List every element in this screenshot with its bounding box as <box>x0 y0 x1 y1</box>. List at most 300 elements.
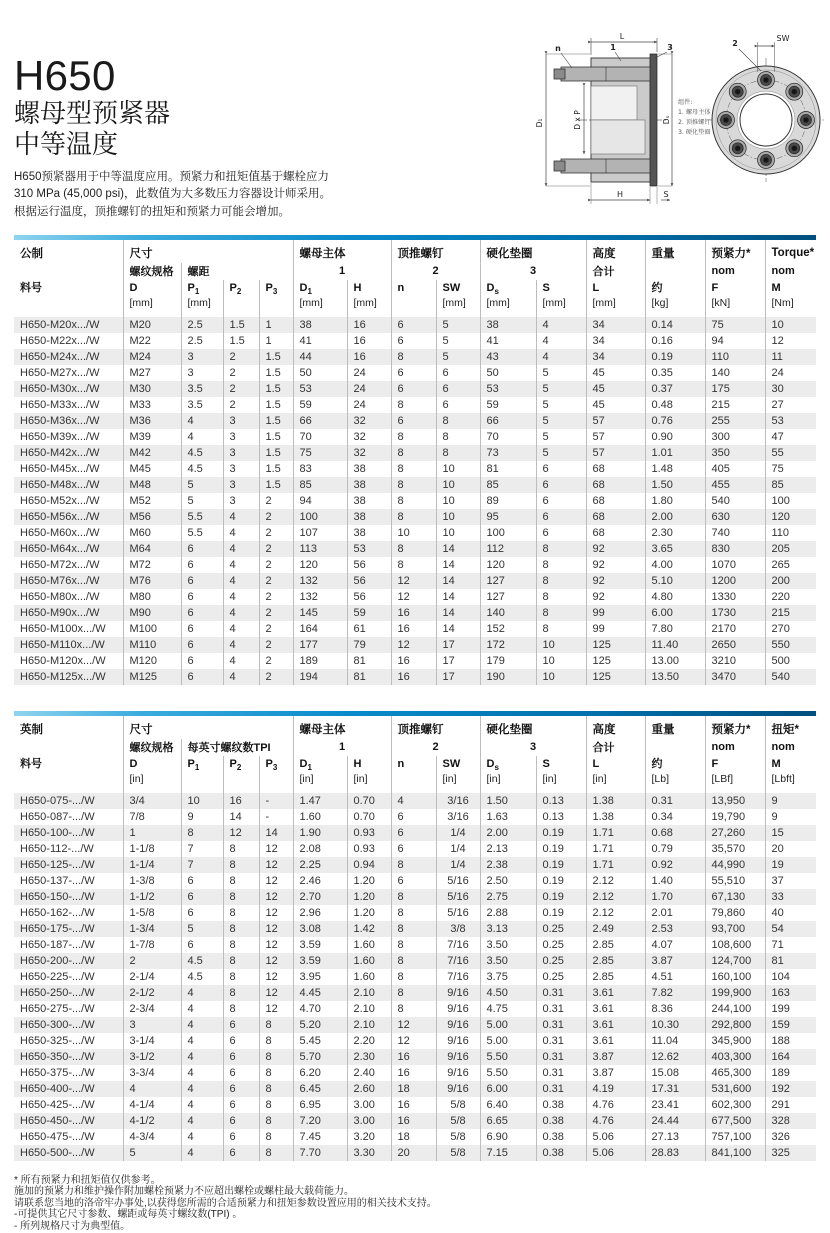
footnote-line: * 所有预紧力和扭矩值仅供参考。 <box>14 1174 161 1186</box>
table-cell: 6.20 <box>293 1065 347 1081</box>
dim-label-Ds: Dₛ <box>662 115 671 125</box>
table-cell: 6 <box>181 605 223 621</box>
table-cell: M80 <box>123 589 181 605</box>
table-cell: 8 <box>391 953 436 969</box>
table-cell: 4 <box>223 605 259 621</box>
table-cell: 1 <box>259 317 293 333</box>
table-cell: 4.51 <box>645 969 705 985</box>
table-cell: 12 <box>259 889 293 905</box>
table-cell: 79,860 <box>705 905 765 921</box>
table-cell: 9 <box>765 793 816 809</box>
table-cell: M39 <box>123 429 181 445</box>
table-cell: 14 <box>436 557 480 573</box>
table-cell: 205 <box>765 541 816 557</box>
column-header: M [Lbft] <box>765 756 816 793</box>
table-row <box>14 953 816 969</box>
table-cell: H650-M80x.../W <box>20 590 100 603</box>
metric-table-body <box>14 317 816 685</box>
column-header: $P_1$ [mm] <box>181 280 223 317</box>
table-cell: 159 <box>765 1017 816 1033</box>
table-cell: 0.93 <box>347 825 391 841</box>
table-cell: 1.5 <box>259 349 293 365</box>
table-cell: 8 <box>223 1001 259 1017</box>
callout-2: 2 <box>732 39 738 48</box>
table-cell: 0.90 <box>645 429 705 445</box>
table-cell: 0.14 <box>645 317 705 333</box>
table-cell: 33 <box>765 889 816 905</box>
table-cell: 120 <box>480 557 536 573</box>
table-cell: 6 <box>223 1065 259 1081</box>
table-cell: 8 <box>223 873 259 889</box>
table-cell: 3.75 <box>480 969 536 985</box>
table-cell: M76 <box>123 573 181 589</box>
table-cell: 2 <box>259 509 293 525</box>
svg-text:1. 螺母主体: 1. 螺母主体 <box>678 109 711 116</box>
torque-nom-label: nom <box>765 263 816 280</box>
component-number-3: 3 <box>480 263 586 280</box>
table-cell: 300 <box>705 429 765 445</box>
table-cell: 5.45 <box>293 1033 347 1049</box>
table-cell: 2.50 <box>480 873 536 889</box>
table-row <box>14 793 816 809</box>
col-group-weight: 重量 <box>645 240 705 263</box>
table-row <box>14 557 816 573</box>
table-cell: 6 <box>391 365 436 381</box>
table-cell: 75 <box>293 445 347 461</box>
table-cell: 189 <box>765 1065 816 1081</box>
svg-text:2. 顶推螺钉: 2. 顶推螺钉 <box>678 119 711 126</box>
table-cell: 0.76 <box>645 413 705 429</box>
table-cell: 0.38 <box>536 1113 586 1129</box>
imperial-section <box>14 711 816 1161</box>
table-cell: 2 <box>223 381 259 397</box>
table-cell: 1.60 <box>347 953 391 969</box>
table-cell: 2-1/4 <box>123 969 181 985</box>
col-group-nut-body: 螺母主体 <box>293 240 391 263</box>
table-cell: 152 <box>480 621 536 637</box>
table-cell: 61 <box>347 621 391 637</box>
table-cell: 2 <box>259 541 293 557</box>
table-cell: H650-137-.../W <box>20 874 95 887</box>
table-row <box>14 905 816 921</box>
table-cell: 6 <box>181 621 223 637</box>
table-cell: 12 <box>391 573 436 589</box>
column-header: n <box>391 756 436 793</box>
table-cell: 540 <box>765 669 816 685</box>
table-cell: 1330 <box>705 589 765 605</box>
table-cell: H650-M42x.../W <box>20 446 100 459</box>
table-cell: 4 <box>181 1129 223 1145</box>
group-header-row <box>14 716 816 739</box>
table-row <box>14 461 816 477</box>
table-cell: 6 <box>536 477 586 493</box>
table-cell: 13,950 <box>705 793 765 809</box>
drawing-svg <box>534 28 826 220</box>
table-cell: 4 <box>181 1113 223 1129</box>
table-cell: 3 <box>223 429 259 445</box>
table-cell: H650-M52x.../W <box>20 494 100 507</box>
table-cell: 291 <box>765 1097 816 1113</box>
table-cell: 94 <box>705 333 765 349</box>
table-cell: 3.61 <box>586 985 645 1001</box>
table-cell: 8 <box>223 841 259 857</box>
table-row <box>14 605 816 621</box>
table-cell: 5.00 <box>480 1017 536 1033</box>
table-cell: 7/16 <box>436 937 480 953</box>
table-cell: 1.50 <box>480 793 536 809</box>
table-cell: 2 <box>223 349 259 365</box>
table-cell: 6 <box>181 573 223 589</box>
table-cell: 0.38 <box>536 1097 586 1113</box>
table-cell: 2.12 <box>586 873 645 889</box>
spacer-cell <box>645 739 705 756</box>
spacer-cell <box>14 263 123 280</box>
table-cell: 15.08 <box>645 1065 705 1081</box>
column-header: D [in] <box>123 756 181 793</box>
table-cell: 2 <box>259 493 293 509</box>
table-cell: 55 <box>765 445 816 461</box>
table-cell: 8 <box>391 937 436 953</box>
component-legend <box>678 98 711 136</box>
table-cell: 16 <box>391 1049 436 1065</box>
table-cell: 6 <box>536 493 586 509</box>
table-cell: 4 <box>181 1145 223 1161</box>
preload-nom-label: nom <box>705 739 765 756</box>
table-cell: 0.19 <box>536 825 586 841</box>
table-cell: 2.30 <box>347 1049 391 1065</box>
table-cell: 16 <box>347 333 391 349</box>
table-cell: 3.61 <box>586 1017 645 1033</box>
table-cell: 92 <box>586 557 645 573</box>
table-cell: 11.04 <box>645 1033 705 1049</box>
table-cell: 8 <box>391 349 436 365</box>
table-cell: 94 <box>293 493 347 509</box>
table-cell: 255 <box>705 413 765 429</box>
table-cell: 164 <box>293 621 347 637</box>
table-row <box>14 825 816 841</box>
component-number-3: 3 <box>480 739 586 756</box>
table-cell: 12 <box>259 873 293 889</box>
washer-part <box>650 54 657 186</box>
table-cell: 140 <box>480 605 536 621</box>
table-row <box>14 921 816 937</box>
table-cell: 93,700 <box>705 921 765 937</box>
column-header: $P_2$ <box>223 756 259 793</box>
table-cell: M36 <box>123 413 181 429</box>
table-cell: 2 <box>223 397 259 413</box>
table-cell: 8 <box>436 429 480 445</box>
table-cell: 14 <box>259 825 293 841</box>
table-cell: 2.49 <box>586 921 645 937</box>
table-cell: H650-162-.../W <box>20 906 95 919</box>
table-cell: 1-3/8 <box>123 873 181 889</box>
table-cell: 3.87 <box>586 1049 645 1065</box>
table-cell: 3 <box>223 477 259 493</box>
table-cell: 1.71 <box>586 857 645 873</box>
table-cell: 66 <box>293 413 347 429</box>
table-cell: 6 <box>391 809 436 825</box>
table-cell: 4 <box>181 1081 223 1097</box>
table-cell: 16 <box>347 349 391 365</box>
col-subgroup-pitch: 螺距 <box>181 263 293 280</box>
table-cell: 17.31 <box>645 1081 705 1097</box>
table-cell: 194 <box>293 669 347 685</box>
table-row <box>14 985 816 1001</box>
table-cell: H650-M100x.../W <box>20 622 106 635</box>
table-cell: 14 <box>436 541 480 557</box>
table-cell: 8 <box>391 397 436 413</box>
table-cell: 140 <box>705 365 765 381</box>
table-cell: 57 <box>586 429 645 445</box>
table-cell: 4 <box>223 669 259 685</box>
table-row <box>14 381 816 397</box>
table-cell: 10.30 <box>645 1017 705 1033</box>
table-cell: 4.19 <box>586 1081 645 1097</box>
table-cell: 73 <box>480 445 536 461</box>
table-cell: 28.83 <box>645 1145 705 1161</box>
column-header: $D_s$ [mm] <box>480 280 536 317</box>
table-cell: 16 <box>391 605 436 621</box>
table-cell: 44 <box>293 349 347 365</box>
table-cell: 4.5 <box>181 969 223 985</box>
table-cell: 4 <box>223 621 259 637</box>
table-cell: 4.00 <box>645 557 705 573</box>
table-cell: H650-M56x.../W <box>20 510 100 523</box>
table-cell: 403,300 <box>705 1049 765 1065</box>
column-header: S [in] <box>536 756 586 793</box>
table-cell: 244,100 <box>705 1001 765 1017</box>
table-cell: 7.80 <box>645 621 705 637</box>
table-cell: 1.60 <box>293 809 347 825</box>
table-cell: 32 <box>347 413 391 429</box>
table-cell: 68 <box>586 509 645 525</box>
table-cell: 12 <box>391 1033 436 1049</box>
col-group-height: 高度 <box>586 240 645 263</box>
table-cell: 1-1/8 <box>123 841 181 857</box>
table-cell: H650-375-.../W <box>20 1066 95 1079</box>
table-cell: 14 <box>436 573 480 589</box>
table-cell: 199 <box>765 1001 816 1017</box>
table-cell: 1.70 <box>645 889 705 905</box>
table-cell: 4 <box>223 653 259 669</box>
table-cell: 405 <box>705 461 765 477</box>
table-cell: 602,300 <box>705 1097 765 1113</box>
table-cell: 199,900 <box>705 985 765 1001</box>
table-cell: 113 <box>293 541 347 557</box>
table-cell: 132 <box>293 573 347 589</box>
table-cell: 7 <box>181 841 223 857</box>
svg-text:3. 硬化垫圈: 3. 硬化垫圈 <box>678 129 711 136</box>
table-cell: 160,100 <box>705 969 765 985</box>
table-row <box>14 365 816 381</box>
table-cell: 0.92 <box>645 857 705 873</box>
table-cell: 0.25 <box>536 969 586 985</box>
table-cell: 0.48 <box>645 397 705 413</box>
table-row <box>14 493 816 509</box>
table-cell: 12 <box>391 589 436 605</box>
table-cell: M22 <box>123 333 181 349</box>
table-cell: 8 <box>259 1097 293 1113</box>
callout-1: 1 <box>610 43 616 52</box>
table-cell: 6 <box>181 905 223 921</box>
table-cell: 175 <box>705 381 765 397</box>
table-cell: 6 <box>391 381 436 397</box>
column-header: F [kN] <box>705 280 765 317</box>
table-cell: 4 <box>123 1081 181 1097</box>
table-cell: 6 <box>181 557 223 573</box>
table-cell: 41 <box>480 333 536 349</box>
imperial-table-body <box>14 793 816 1161</box>
table-cell: 4.76 <box>586 1113 645 1129</box>
table-cell: 4-1/2 <box>123 1113 181 1129</box>
table-row <box>14 653 816 669</box>
table-cell: 24 <box>347 397 391 413</box>
table-cell: 7.82 <box>645 985 705 1001</box>
table-cell: 145 <box>293 605 347 621</box>
table-cell: 163 <box>765 985 816 1001</box>
table-cell: 5.10 <box>645 573 705 589</box>
table-cell: 6 <box>536 509 586 525</box>
table-cell: 9/16 <box>436 985 480 1001</box>
table-cell: 16 <box>391 653 436 669</box>
table-cell: H650-M20x.../W <box>20 318 100 331</box>
table-cell: 0.34 <box>645 809 705 825</box>
table-cell: M27 <box>123 365 181 381</box>
table-cell: 3.13 <box>480 921 536 937</box>
table-cell: 2.30 <box>645 525 705 541</box>
table-cell: 4 <box>536 317 586 333</box>
table-cell: 1.38 <box>586 809 645 825</box>
table-cell: 45 <box>586 381 645 397</box>
table-cell: 6.90 <box>480 1129 536 1145</box>
table-cell: H650-175-.../W <box>20 922 95 935</box>
table-cell: 1.20 <box>347 889 391 905</box>
col-subgroup-thread: 螺纹规格 <box>123 263 181 280</box>
table-cell: 4.5 <box>181 461 223 477</box>
table-cell: 8 <box>391 969 436 985</box>
component-number-1: 1 <box>293 739 391 756</box>
table-cell: 16 <box>391 1065 436 1081</box>
table-cell: 8 <box>536 589 586 605</box>
subgroup-header-row <box>14 739 816 756</box>
table-row <box>14 413 816 429</box>
table-cell: 9/16 <box>436 1081 480 1097</box>
callout-3: 3 <box>667 43 673 52</box>
table-cell: 8 <box>391 985 436 1001</box>
table-cell: 4 <box>181 1001 223 1017</box>
table-cell: 2 <box>259 669 293 685</box>
table-cell: 127 <box>480 589 536 605</box>
table-cell: 32 <box>347 445 391 461</box>
table-cell: 6 <box>391 825 436 841</box>
table-cell: 3.5 <box>181 397 223 413</box>
table-cell: 17 <box>436 653 480 669</box>
table-cell: 1-7/8 <box>123 937 181 953</box>
table-cell: 99 <box>586 621 645 637</box>
table-cell: 12 <box>391 637 436 653</box>
table-cell: 4.5 <box>181 445 223 461</box>
table-cell: M90 <box>123 605 181 621</box>
table-cell: 4.76 <box>586 1097 645 1113</box>
table-cell: 2 <box>259 605 293 621</box>
table-cell: 3 <box>223 445 259 461</box>
table-cell: 14 <box>436 589 480 605</box>
table-cell: 132 <box>293 589 347 605</box>
table-cell: H650-450-.../W <box>20 1114 95 1127</box>
table-cell: 2.12 <box>586 905 645 921</box>
table-cell: 3.61 <box>586 1033 645 1049</box>
table-cell: 7.15 <box>480 1145 536 1161</box>
table-cell: 10 <box>436 477 480 493</box>
dim-label-SW: SW <box>776 34 790 43</box>
table-cell: 104 <box>765 969 816 985</box>
table-cell: 79 <box>347 637 391 653</box>
table-cell: 531,600 <box>705 1081 765 1097</box>
table-cell: 1.60 <box>347 969 391 985</box>
table-row <box>14 1129 816 1145</box>
symbol-header-row <box>14 280 816 317</box>
table-cell: 3 <box>181 349 223 365</box>
table-cell: 8 <box>391 509 436 525</box>
table-row <box>14 397 816 413</box>
col-group-weight: 重量 <box>645 716 705 739</box>
footnote-line: -可提供其它尺寸参数、螺距或每英寸螺纹数(TPI) 。 <box>14 1209 243 1221</box>
table-cell: 0.25 <box>536 921 586 937</box>
table-cell: 1730 <box>705 605 765 621</box>
table-cell: 38 <box>347 509 391 525</box>
table-cell: 92 <box>586 589 645 605</box>
table-cell: 8 <box>536 621 586 637</box>
table-cell: 1200 <box>705 573 765 589</box>
table-cell: 325 <box>765 1145 816 1161</box>
table-cell: 5 <box>181 921 223 937</box>
table-row <box>14 589 816 605</box>
table-cell: 1.5 <box>223 333 259 349</box>
table-cell: 4 <box>181 985 223 1001</box>
table-cell: 2.12 <box>586 889 645 905</box>
table-cell: 1.5 <box>223 317 259 333</box>
table-cell: 1.48 <box>645 461 705 477</box>
table-cell: 4.45 <box>293 985 347 1001</box>
column-header: $P_1$ <box>181 756 223 793</box>
table-cell: 6 <box>391 317 436 333</box>
table-cell: 12 <box>259 969 293 985</box>
table-cell: 8 <box>391 461 436 477</box>
table-cell: 2170 <box>705 621 765 637</box>
table-cell: 841,100 <box>705 1145 765 1161</box>
table-cell: 1 <box>259 333 293 349</box>
table-cell: 7/8 <box>123 809 181 825</box>
table-cell: 8 <box>259 1145 293 1161</box>
table-cell: M30 <box>123 381 181 397</box>
table-cell: 177 <box>293 637 347 653</box>
table-cell: 0.25 <box>536 937 586 953</box>
table-cell: 3.00 <box>347 1097 391 1113</box>
symbol-header-row <box>14 756 816 793</box>
table-cell: 4.75 <box>480 1001 536 1017</box>
jacking-screw-bottom <box>554 159 650 173</box>
table-cell: 3.87 <box>586 1065 645 1081</box>
column-header: H [mm] <box>347 280 391 317</box>
component-number-2: 2 <box>391 739 480 756</box>
table-cell: 2.40 <box>347 1065 391 1081</box>
table-cell: 17 <box>436 669 480 685</box>
table-cell: 9/16 <box>436 1033 480 1049</box>
table-cell: 0.31 <box>536 1081 586 1097</box>
table-cell: 0.93 <box>347 841 391 857</box>
table-cell: 8 <box>259 1113 293 1129</box>
table-cell: 0.38 <box>536 1129 586 1145</box>
